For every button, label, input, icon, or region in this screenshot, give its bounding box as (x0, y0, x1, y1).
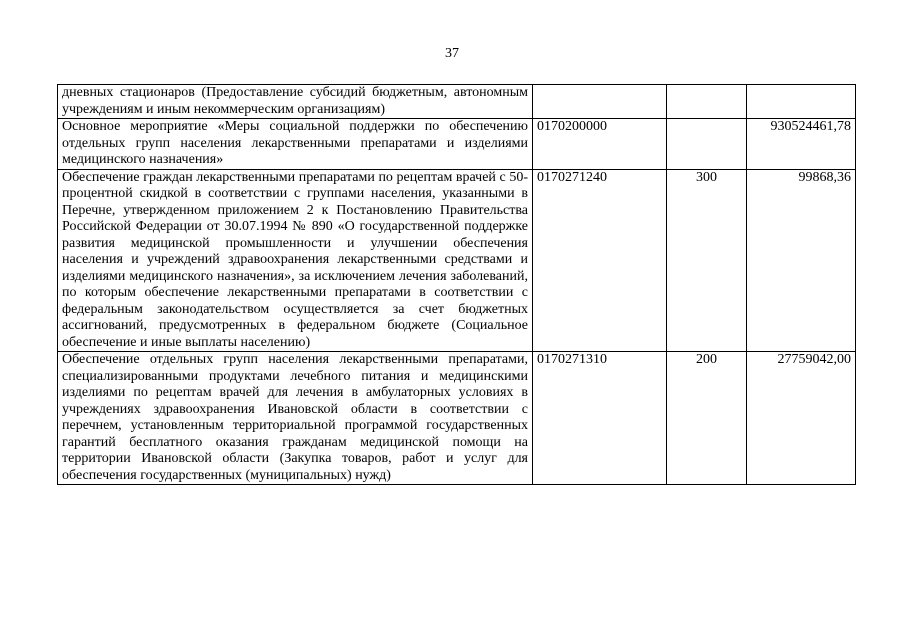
row-name-cell: дневных стационаров (Предоставление субсидий бюджетным, автономным учреждениям и иным некоммерческим организациям) (58, 85, 533, 119)
row-code-cell: 0170200000 (533, 119, 667, 170)
row-sum-cell: 27759042,00 (747, 352, 856, 485)
row-sum-cell: 930524461,78 (747, 119, 856, 170)
row-expense-type-cell (667, 85, 747, 119)
row-sum-cell (747, 85, 856, 119)
row-code-cell: 0170271310 (533, 352, 667, 485)
table-row (58, 352, 856, 485)
page-number: 37 (445, 46, 459, 61)
table-row (58, 119, 856, 170)
row-name-cell: Обеспечение отдельных групп населения лекарственными препаратами, специализированными продуктами лечебного питания и медицинскими изделиями по рецептам врачей для лечения в амбулаторных условиях в учреждениях здравоохранения Ивановской области в соответствии с перечнем, установленным территориальной программой государственных гарантий бесплатного оказания гражданам медицинской помощи на территории Ивановской области (Закупка товаров, работ и услуг для обеспечения государственных (муниципальных) нужд) (58, 352, 533, 485)
row-code-cell (533, 85, 667, 119)
budget-table (57, 84, 856, 485)
row-expense-type-cell: 300 (667, 169, 747, 352)
table-row (58, 85, 856, 119)
row-name-cell: Основное мероприятие «Меры социальной поддержки по обеспечению отдельных групп населения лекарственными препаратами и изделиями медицинского назначения» (58, 119, 533, 170)
row-expense-type-cell (667, 119, 747, 170)
table-row (58, 169, 856, 352)
row-sum-cell: 99868,36 (747, 169, 856, 352)
row-name-cell: Обеспечение граждан лекарственными препаратами по рецептам врачей с 50-процентной скидкой в соответствии с группами населения, указанными в Перечне, утвержденном приложением 2 к Постановлению Правительства Российской Федерации от 30.07.1994 № 890 «О государственной поддержке развития медицинской промышленности и улучшении обеспечения населения и учреждений здравоохранения лекарственными средствами и изделиями медицинского назначения», за исключением лечения заболеваний, по которым обеспечение лекарственными препаратами в соответствии с федеральным законодательством осуществляется за счет бюджетных ассигнований, предусмотренных в федеральном бюджете (Социальное обеспечение и иные выплаты населению) (58, 169, 533, 352)
row-expense-type-cell: 200 (667, 352, 747, 485)
row-code-cell: 0170271240 (533, 169, 667, 352)
